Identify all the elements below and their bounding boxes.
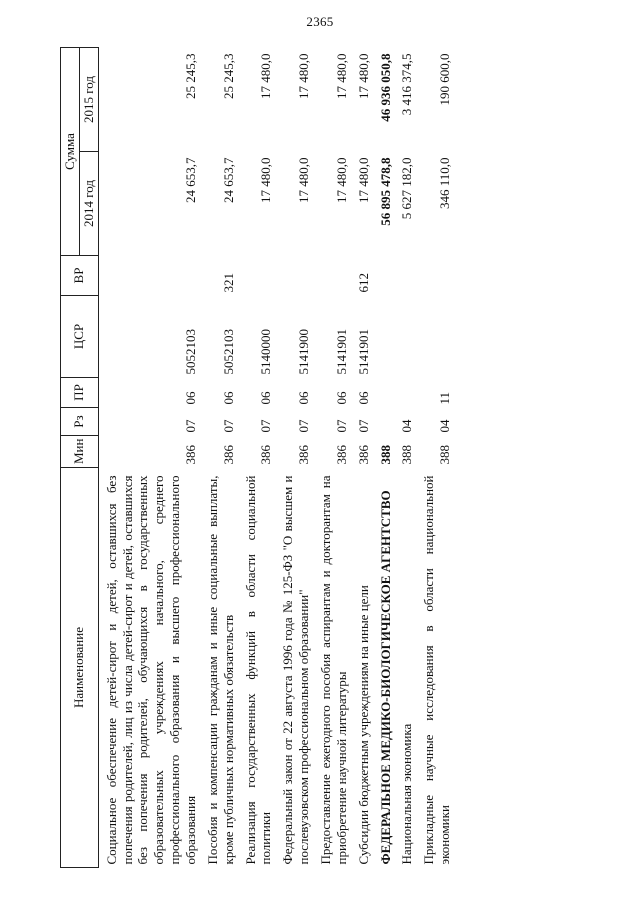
row-name: Реализация государственных функций в области социальной политики (242, 475, 274, 865)
row-vr (238, 256, 276, 296)
row-min: 388 (399, 445, 415, 465)
table-row (275, 48, 313, 868)
row-rz: 07 (258, 419, 274, 433)
header-pr: ПР (61, 378, 99, 408)
row-amount-2015: 17 480,0 (355, 53, 371, 99)
row-vr (394, 256, 416, 296)
row-min: 388 (437, 445, 453, 465)
row-vr (313, 256, 351, 296)
row-amount-2015: 17 480,0 (333, 53, 349, 99)
budget-table-rotated (60, 48, 615, 868)
header-year-2014: 2014 год (79, 152, 98, 256)
header-min: Мин (61, 436, 99, 468)
row-amount-2014: 346 110,0 (437, 157, 453, 210)
header-rz: Рз (61, 408, 99, 436)
row-pr: 06 (258, 391, 274, 405)
row-amount-2014: 56 895 478,8 (377, 157, 393, 226)
row-rz: 04 (399, 419, 415, 433)
row-amount-2014: 17 480,0 (355, 157, 371, 203)
table-row (98, 48, 200, 868)
row-csr (416, 296, 454, 378)
row-pr (373, 378, 395, 408)
row-csr: 5052103 (220, 329, 236, 375)
row-csr: 5052103 (183, 329, 199, 375)
row-name: Социальное обеспечение детей-сирот и детей, оставшихся без попечения родителей, лиц из числа детей-сирот и детей, оставшихся без попечения родителей, обучающихся в государственных образовательных учреждениях начального, среднего профессионального образования и высшего профессионального образования (103, 475, 199, 865)
row-amount-2014: 17 480,0 (296, 157, 312, 203)
row-name: Субсидии бюджетным учреждениям на иные цели (355, 585, 371, 865)
row-min: 386 (333, 445, 349, 465)
row-amount-2015: 46 936 050,8 (377, 53, 393, 122)
header-year-2015: 2015 год (79, 48, 98, 152)
row-pr: 06 (355, 391, 371, 405)
row-vr (98, 256, 200, 296)
table-header (61, 48, 99, 868)
row-min: 386 (355, 445, 371, 465)
row-csr: 5141900 (296, 329, 312, 375)
row-rz: 04 (437, 419, 453, 433)
row-min: 386 (220, 445, 236, 465)
row-csr (373, 296, 395, 378)
row-amount-2014: 24 653,7 (220, 157, 236, 203)
row-pr: 06 (296, 391, 312, 405)
row-rz: 07 (220, 419, 236, 433)
row-csr: 5141901 (333, 329, 349, 375)
row-rz: 07 (355, 419, 371, 433)
row-pr: 11 (437, 391, 453, 405)
table-body (98, 48, 454, 868)
budget-table (60, 47, 454, 868)
row-amount-2015: 17 480,0 (258, 53, 274, 99)
row-rz: 07 (333, 419, 349, 433)
table-row (238, 48, 276, 868)
row-pr: 06 (333, 391, 349, 405)
header-csr: ЦСР (61, 296, 99, 378)
header-name: Наименование (61, 468, 99, 868)
row-min: 386 (183, 445, 199, 465)
row-vr (416, 256, 454, 296)
row-vr (275, 256, 313, 296)
row-name: Национальная экономика (399, 723, 415, 865)
row-name: Предоставление ежегодного пособия аспирантам и докторантам на приобретение научной литературы (318, 475, 349, 865)
row-min: 386 (258, 445, 274, 465)
row-amount-2015: 190 600,0 (437, 53, 453, 106)
row-csr (394, 296, 416, 378)
row-amount-2015: 25 245,3 (183, 53, 199, 99)
row-csr: 5140000 (258, 329, 274, 375)
row-amount-2014: 5 627 182,0 (399, 157, 415, 220)
row-pr: 06 (220, 391, 236, 405)
table-row (394, 48, 416, 868)
row-name: Пособия и компенсации гражданам и иные социальные выплаты, кроме публичных нормативных обязательств (204, 475, 236, 865)
header-sum: Сумма (61, 48, 80, 256)
table-row (351, 48, 373, 868)
row-pr (394, 378, 416, 408)
row-amount-2015: 3 416 374,5 (399, 53, 415, 116)
row-csr: 5141901 (355, 329, 371, 375)
table-row (373, 48, 395, 868)
page-number: 2365 (306, 14, 334, 29)
row-name: Федеральный закон от 22 августа 1996 года № 125-ФЗ "О высшем и послевузовском профессиональном образовании" (280, 475, 312, 865)
row-amount-2014: 17 480,0 (258, 157, 274, 203)
table-row (200, 48, 238, 868)
row-rz: 07 (296, 419, 312, 433)
row-rz (373, 408, 395, 436)
row-vr: 321 (220, 273, 236, 293)
table-row (313, 48, 351, 868)
header-vr: ВР (61, 256, 99, 296)
row-amount-2014: 17 480,0 (333, 157, 349, 203)
row-min: 386 (296, 445, 312, 465)
row-vr (373, 256, 395, 296)
row-amount-2015: 17 480,0 (296, 53, 312, 99)
row-min: 388 (377, 445, 393, 465)
row-name: ФЕДЕРАЛЬНОЕ МЕДИКО-БИОЛОГИЧЕСКОЕ АГЕНТСТВО (377, 490, 393, 865)
row-amount-2014: 24 653,7 (183, 157, 199, 203)
row-name: Прикладные научные исследования в области национальной экономики (421, 475, 453, 865)
row-pr: 06 (183, 391, 199, 405)
row-amount-2015: 25 245,3 (220, 53, 236, 99)
row-vr: 612 (355, 273, 371, 293)
row-rz: 07 (183, 419, 199, 433)
table-row (416, 48, 454, 868)
